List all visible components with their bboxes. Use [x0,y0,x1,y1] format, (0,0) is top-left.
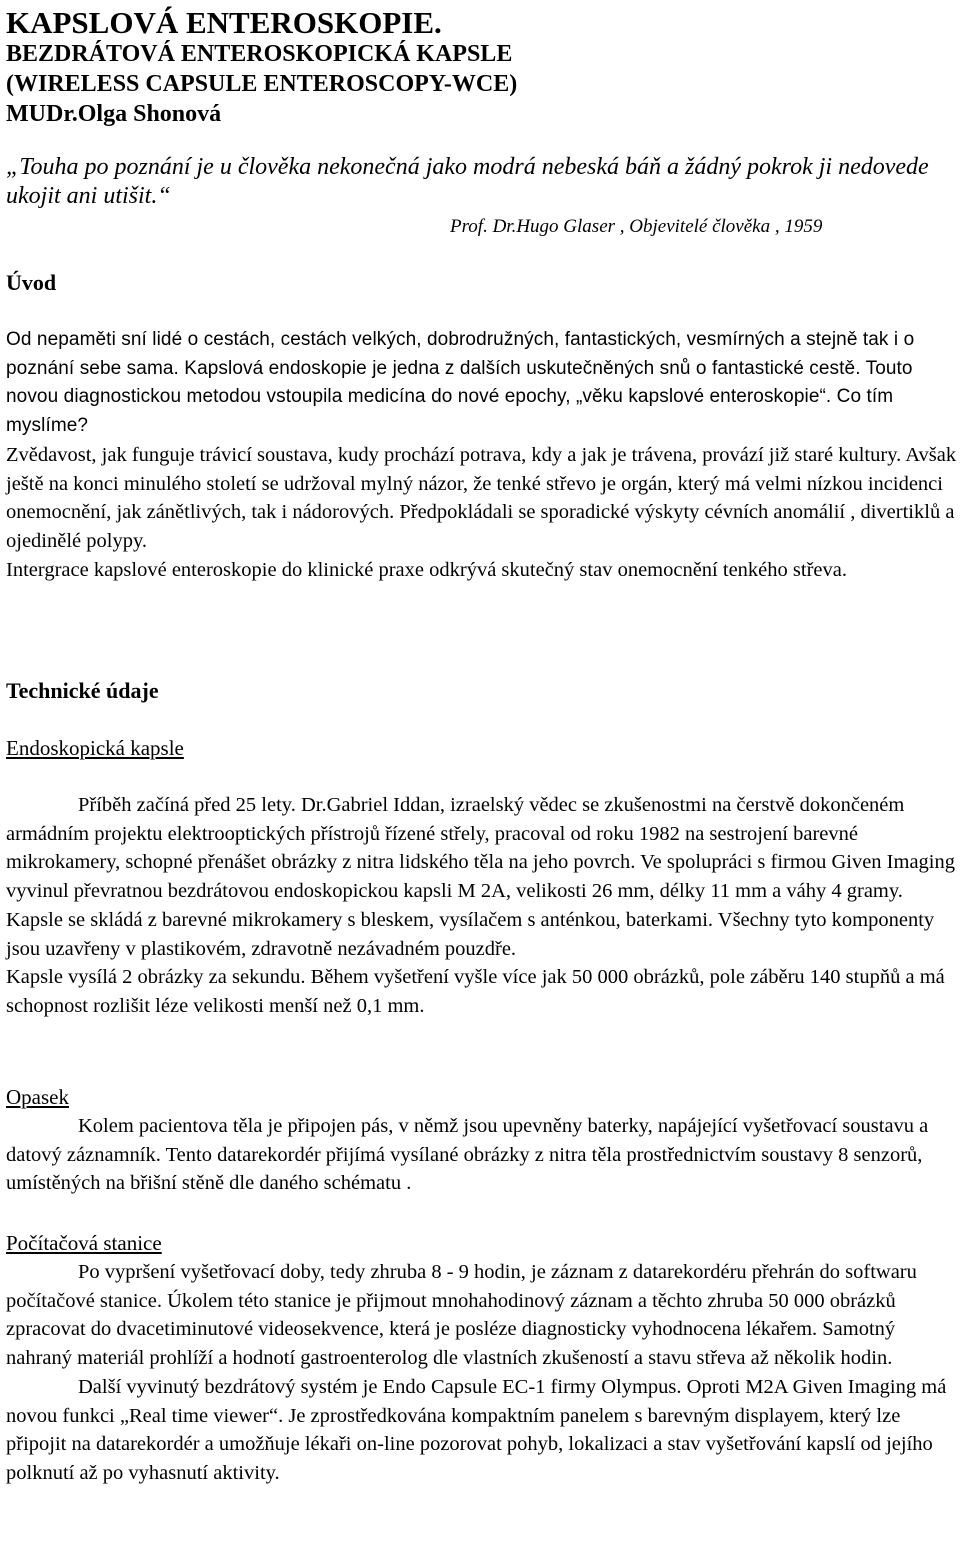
station-paragraph-2 [6,1373,958,1488]
quote-attribution: Prof. Dr.Hugo Glaser , Objevitelé člověka , 1959 [450,216,823,237]
section-heading-technical: Technické údaje [6,678,159,703]
belt-paragraph-text: Kolem pacientova těla je připojen pás, v němž jsou upevněny baterky, napájející vyšetřovací soustavu a datový záznamník. Tento datarekordér přijímá vysílané obrázky z nitra těla prostřednictvím soustavy 8 senzorů, umístěných na břišní stěně dle daného schématu . [6,1115,929,1195]
belt-paragraph [6,1112,958,1198]
intro-body-serif [6,441,958,585]
subheading-station: Počítačová stanice [6,1231,162,1255]
section-heading-intro: Úvod [6,270,57,295]
station-paragraph-1-text: Po vypršení vyšetřovací doby, tedy zhruba 8 - 9 hodin, je záznam z datarekordéru přehrán do softwaru počítačové stanice. Úkolem této stanice je přijmout mnohahodinový záznam a těchto zhruba 50 000 obrázků zpracovat do dvacetiminutové videosekvence, která je posléze diagnosticky vyhodnocena lékařem. Samotný nahraný materiál prohlíží a hodnotí gastroenterolog dle vlastních zkušeností a stavu střeva až několik hodin. [6,1261,917,1370]
document-subtitle-line-1: BEZDRÁTOVÁ ENTEROSKOPICKÁ KAPSLE [6,41,513,67]
document-subtitle-line-2: (WIRELESS CAPSULE ENTEROSCOPY-WCE) [6,71,518,97]
epigraph-quote: „Touha po poznání je u člověka nekonečná jako modrá nebeská báň a žádný pokrok ji nedovede ukojit ani utišit.“ [6,154,929,209]
subheading-capsule: Endoskopická kapsle [6,736,184,760]
belt-body [6,1112,958,1198]
station-paragraph-1 [6,1258,958,1373]
station-paragraph-2-text: Další vyvinutý bezdrátový systém je Endo Capsule EC-1 firmy Olympus. Oproti M2A Given Imaging má novou funkci „Real time viewer“. Je zprostředkována kompaktním panelem s barevným displayem, který lze připojit na datarekordér a umožňuje lékaři on-line pozorovat pohyb, lokalizaci a stav vyšetřování kapslí od jejího polknutí až po vyhasnutí aktivity. [6,1375,947,1484]
intro-paragraph-3: Intergrace kapslové enteroskopie do klinické praxe odkrývá skutečný stav onemocnění tenkého střeva. [6,558,847,581]
capsule-paragraph-1 [6,791,958,963]
document-title: KAPSLOVÁ ENTEROSKOPIE. [6,5,442,40]
station-body [6,1258,958,1488]
subheading-belt: Opasek [6,1085,69,1109]
capsule-body [6,791,958,1021]
intro-paragraph-1: Od nepaměti sní lidé o cestách, cestách velkých, dobrodružných, fantastických, vesmírných a stejně tak i o poznání sebe sama. Kapslová endoskopie je jedna z dalších uskutečněných snů o fantastické cestě. Touto novou diagnostickou metodou vstoupila medicína do nové epochy, „věku kapslové enteroskopie“. Co tím myslíme? [6,329,915,437]
capsule-paragraph-1-text: Příběh začíná před 25 lety. Dr.Gabriel Iddan, izraelský vědec se zkušenostmi na čerstvě dokončeném armádním projektu elektrooptických přístrojů řízené střely, pracoval od roku 1982 na sestrojení barevné mikrokamery, schopné přenášet obrázky z nitra lidského těla na jeho povrch. Ve spolupráci s firmou Given Imaging vyvinul převratnou bezdrátovou endoskopickou kapsli M 2A, velikosti 26 mm, délky 11 mm a váhy 4 gramy. Kapsle se skládá z barevné mikrokamery s bleskem, vysílačem s anténkou, baterkami. Všechny tyto komponenty jsou uzavřeny v plastikovém, zdravotně nezávadném pouzdře. [6,794,955,960]
intro-paragraph-2: Zvědavost, jak funguje trávicí soustava, kudy prochází potrava, kdy a jak je trávena, provází již staré kultury. Avšak ještě na konci minulého století se udržoval mylný názor, že tenké střevo je orgán, který má velmi nízkou incidenci onemocnění, jak zánětlivých, tak i nádorových. Předpokládali se sporadické výskyty cévních anomálií , divertiklů a ojedinělé polypy. [6,444,957,553]
author-name: MUDr.Olga Shonová [6,101,222,127]
intro-body [6,326,958,441]
capsule-paragraph-2: Kapsle vysílá 2 obrázky za sekundu. Během vyšetření vyšle více jak 50 000 obrázků, pole záběru 140 stupňů a má schopnost rozlišit léze velikosti menší než 0,1 mm. [6,966,945,1017]
